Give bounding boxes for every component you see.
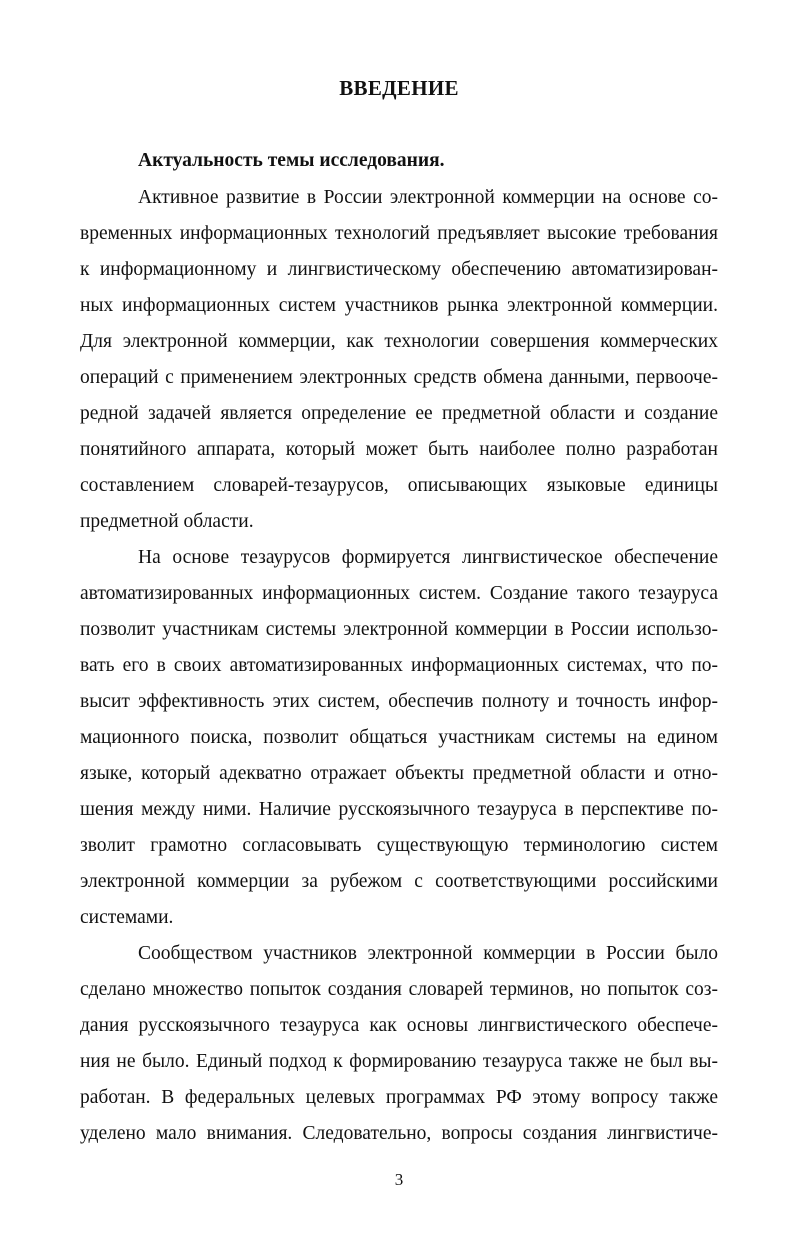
text-line: мационного поиска, позволит общаться участникам системы на едином [80,727,718,748]
text-line: высит эффективность этих систем, обеспечив полноту и точность инфор- [80,691,718,712]
section-subheading: Актуальность темы исследования. [138,150,445,171]
text-line: шения между ними. Наличие русскоязычного тезауруса в перспективе по- [80,799,718,820]
page-number: 3 [394,1170,404,1189]
text-line: предметной области. [80,511,254,532]
text-line: сделано множество попыток создания словарей терминов, но попыток соз- [80,979,718,1000]
text-line: составлением словарей-тезаурусов, описывающих языковые единицы [80,475,718,496]
text-line: автоматизированных информационных систем. Создание такого тезауруса [80,583,718,604]
text-line: электронной коммерции за рубежом с соответствующими российскими [80,871,718,892]
text-line: уделено мало внимания. Следовательно, вопросы создания лингвистиче- [80,1123,718,1144]
text-line: позволит участникам системы электронной коммерции в России использо- [80,619,718,640]
text-line: зволит грамотно согласовывать существующую терминологию систем [80,835,718,856]
text-line: понятийного аппарата, который может быть наиболее полно разработан [80,439,718,460]
text-line: ния не было. Единый подход к формированию тезауруса также не был вы- [80,1051,718,1072]
text-line: языке, который адекватно отражает объекты предметной области и отно- [80,763,718,784]
text-line: На основе тезаурусов формируется лингвистическое обеспечение [138,547,718,568]
text-line: Активное развитие в России электронной коммерции на основе со- [138,187,718,208]
text-line: операций с применением электронных средств обмена данными, первооче- [80,367,718,388]
text-line: к информационному и лингвистическому обеспечению автоматизирован- [80,259,718,280]
text-line: вать его в своих автоматизированных информационных системах, что по- [80,655,718,676]
text-line: Сообществом участников электронной коммерции в России было [138,943,718,964]
text-line: ных информационных систем участников рынка электронной коммерции. [80,295,718,316]
page-heading: ВВЕДЕНИЕ [339,76,459,100]
text-line: редной задачей является определение ее предметной области и создание [80,403,718,424]
text-line: дания русскоязычного тезауруса как основы лингвистического обеспече- [80,1015,718,1036]
text-line: Для электронной коммерции, как технологии совершения коммерческих [80,331,718,352]
text-line: временных информационных технологий предъявляет высокие требования [80,223,718,244]
text-line: системами. [80,907,174,928]
text-line: работан. В федеральных целевых программах РФ этому вопросу также [80,1087,718,1108]
